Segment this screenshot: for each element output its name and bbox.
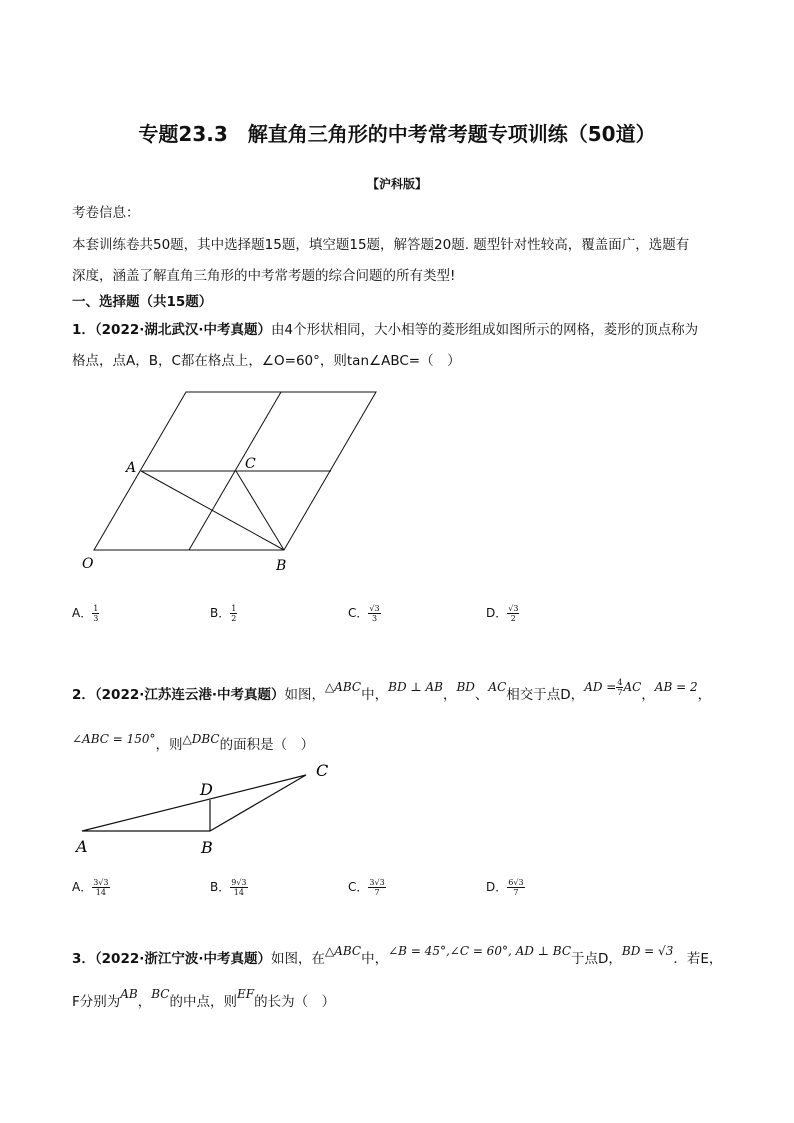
point-label-c: C [316,761,329,780]
point-label-a: A [126,460,137,476]
option-b[interactable]: B． $\frac{1}{2}$ [210,604,237,623]
question-3-line-1: 3．（2022·浙江宁波·中考真题）如图，在△ABC中，∠B = 45°,∠C = 60°, AD ⊥ BC于点D，BD = √3．若E， [72,944,723,967]
question-3-line-2: F分别为AB，BC的中点，则EF的长为（ ） [72,987,336,1010]
option-a[interactable]: A． $\frac{3√3}{14}$ [72,878,109,897]
option-a[interactable]: A． $\frac{1}{3}$ [72,604,99,623]
page-title: 专题23.3 解直角三角形的中考常考题专项训练（50道） [138,122,656,146]
intro-line-1: 本套训练卷共50题，其中选择题15题，填空题15题，解答题20题. 题型针对性较高，覆盖面广，选题有 [72,237,690,253]
point-label-a: A [76,837,88,856]
question-source: （2022·湖北武汉·中考真题） [94,322,271,338]
info-label: 考卷信息： [72,205,140,221]
segment-ab [141,471,284,550]
point-label-o: O [82,556,94,572]
option-d[interactable]: D． $\frac{√3}{2}$ [486,604,519,623]
question-number: 3． [72,951,95,967]
point-label-b: B [201,838,213,857]
triangle-abc-figure [70,758,340,858]
option-d[interactable]: D． $\frac{6√3}{7}$ [486,878,524,897]
edition-label: 【沪科版】 [366,177,427,191]
triangle-abc [82,775,306,831]
question-number: 2． [72,687,95,703]
question-text: 由4个形状相同，大小相等的菱形组成如图所示的网格，菱形的顶点称为 [271,322,699,338]
point-label-b: B [276,558,287,574]
point-label-d: D [200,780,213,799]
option-b[interactable]: B． $\frac{9√3}{14}$ [210,878,247,897]
question-2-line-2: ∠ABC = 150°，则△DBC的面积是（ ） [72,732,315,753]
segment-cb [236,471,284,550]
option-c[interactable]: C． $\frac{3√3}{7}$ [348,878,385,897]
question-1-line-2: 格点，点A，B，C都在格点上，∠O=60°，则tan∠ABC=（ ） [72,353,461,369]
question-2-line-1: 2．（2022·江苏连云港·中考真题）如图，△ABC中，BD ⊥ AB，BD、AC相交于点D，AD = $\frac{4}{7}$ AC，AB = 2， [72,677,712,703]
intro-line-2: 深度，涵盖了解直角三角形的中考常考题的综合问题的所有类型! [72,268,456,284]
point-label-c: C [245,456,256,472]
question-source: （2022·浙江宁波·中考真题） [94,951,271,967]
section-heading: 一、选择题（共15题） [72,294,213,310]
option-c[interactable]: C． $\frac{√3}{3}$ [348,604,380,623]
question-number: 1． [72,322,95,338]
question-1-line-1 [72,318,698,338]
question-source: （2022·江苏连云港·中考真题） [94,687,285,703]
rhombus-grid-figure [70,380,390,580]
